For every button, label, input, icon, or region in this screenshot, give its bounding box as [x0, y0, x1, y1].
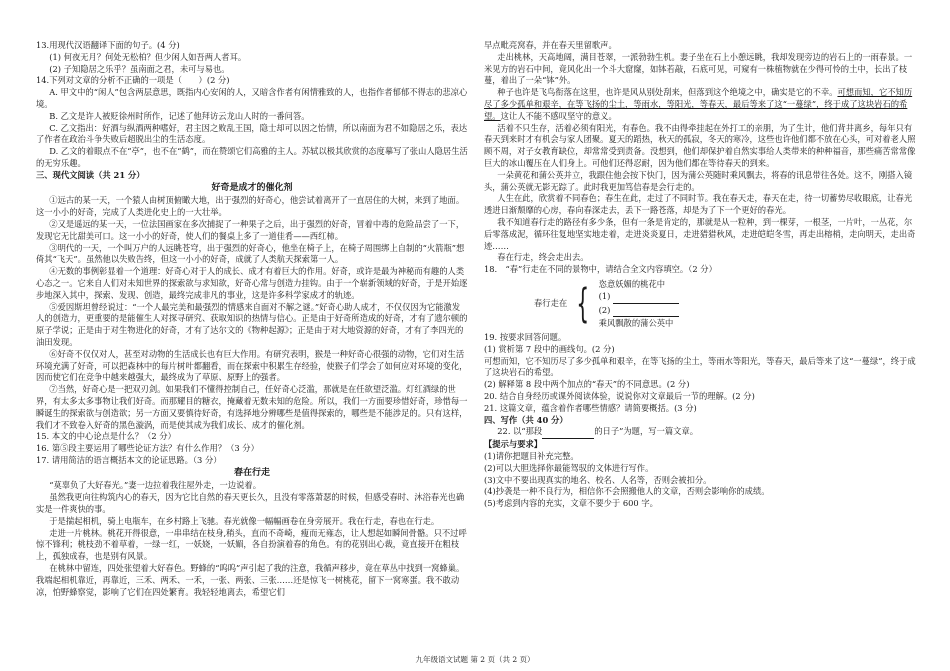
article-2-paragraph: 于是揣起相机，骑上电瓶车，在乡村路上飞驰。春光就像一幅幅画卷在身旁展开。我在行走，春也在行走。: [49, 515, 440, 526]
question-21: 21. 这篇文章，蕴含着作者哪些情感？请简要概括。(3 分): [484, 402, 697, 413]
question-17: 17. 请用简洁的语言概括本文的论证思路。（3 分）: [36, 454, 222, 465]
requirement-item: (3)文中不要出现真实的地名、校名、人名等，否则会被扣分。: [484, 474, 712, 485]
option-d: D. 乙文的着眼点不在“亭”，也不在“鹤”，而在赞颂它们高雅的主人。苏轼以极其欣赏的态度摹写了张山人隐居生活的无穷乐趣。: [36, 146, 468, 168]
requirement-item: (4)抄袭是一种不良行为，相信你不会照搬他人的文章，否则会影响你的成绩。: [484, 486, 770, 497]
answer-blank[interactable]: [613, 304, 679, 318]
question-19-quote: 可想而知，它不知历尽了多少孤单和艰辛，在等飞扬的尘土，等雨水等阳光，等春天，最后等来了这“一蔓绿”，终于成了这块岩石的希望。: [484, 355, 916, 378]
structure-items: [599, 278, 679, 330]
structure-label: 春行走在: [534, 298, 568, 309]
article-1-paragraph: ④无数的事例彰显着一个道理：好奇心对于人的成长、成才有着巨大的作用。好奇，或许是最为神秘而有趣的人类心态之一。它来自人们对未知世界的探索欲与求知欲，好奇心常与创造力挂钩。由于一个崭新领域的好奇，于是开始逐步地深入其中，探索、发现、创造，最终完成非凡的事业，这是许多科学家成才的轨迹。: [36, 266, 468, 300]
option-a: A. 甲文中的“闲人”包含两层意思，既指内心安闲的人，又暗含作者有闲情雅致的人，也指作者郁郁不得志的悲凉心境。: [36, 87, 468, 109]
article-2-paragraph: 在桃林中留连，四处张望着大好春色。野蜂的“呜呜”声引起了我的注意，我循声移步，竟在草丛中找到一窝蜂巢。我端起相机靠近，再靠近，三禾、两禾、一禾，一张、两张、三张……还是惊飞一树桃花，留下一窝寒蛋。我不敢动凉，怕野蜂察觉，影响了它们在四处繁育。我轻轻地离去，希望它们: [36, 563, 465, 597]
structure-diagram: [534, 278, 916, 330]
article-2-paragraph: 走出桃林，天高地阔，满目苍翠，一派勃勃生机。妻子坐在石上小憩远眺，我却发现旁边的岩石上的一雨春景。一米见方的岩石中间，竟风化出一个斗大窟窿，如钵若敲，石底可见，可窥有一株植物就在少得可怜的土中，长出了枝蔓，着出了一朵“钵”外。: [484, 51, 913, 86]
question-18: 18. “春”行走在不同的景物中，请结合全文内容填空。（2 分）: [484, 264, 717, 275]
question-16: 16. 第⑤段主要运用了哪些论证方法？有什么作用？（3 分）: [36, 443, 259, 454]
question-14: 14.下列对文章的分析不正确的一项是（ ）(2 分): [36, 75, 230, 86]
article-2-paragraph: 活着不只生存，活着必须有阳光，有春色。我不由得牵挂起在外打工的亲朋，为了生计，他们背井离乡，每年只有春天到来时才有机会与家人团聚。夏天的蹈热，秋天的孤寂，冬天的寒冷，这些也许他们都不放在心头，可对着老人照顾不周，对子女教育缺位，却常常受到责备。没想到，他们却保护着自然实事给人类带来的种种福音，那些痛苦常常像巨大的冰山覆压在人们身上。可他们还得忍耐，因为他们都在等待春天的到来。: [484, 122, 916, 168]
section-3-heading: 三、现代文阅读（共 21 分）: [36, 169, 145, 180]
article-2-paragraph: 我不知道春行走的路径有多少条，但有一条是肯定的，那就是从一粒种，到一棵芽，一根茎，一片叶，一丛花，尔后零落成泥，循环往复地坚实地走着，走进炎炎夏日，走进猎猎秋风，走进皑皑冬雪，再走出榕梢，走向明天，走出奇迹……: [484, 216, 916, 251]
article-1-paragraph: ③明代的一天，一个叫万户的人远眺苍穹，出于强烈的好奇心，他坐在椅子上，在椅子周围绑上自制的“火箭瓶”想倚其“飞天”。虽然他以失败告终，但这一小小的好奇，成就了人类航天探索第一人。: [36, 242, 465, 265]
question-19: 19. 按要求回答问题。: [484, 331, 567, 342]
article-1-paragraph: ⑦当然，好奇心是一把双刃剑。如果我们不懂得控制自己，任好奇心泛滥，那就是在任欲望泛滥。灯红酒绿的世界，有太多太多事物让我们好奇。而那耀目的糖衣，掩藏着无数未知的危险。所以，我们一方面要珍惜好奇，珍惜每一瞬诞生的探索欲与创造欲；另一方面又要慎待好奇，有选择地分辨哪些是值得探索的，哪些是不能涉足的。只有这样，我们才不致卷入好奇的黑色漩涡，而是使其成为我们成长、成才的催化剂。: [36, 384, 468, 430]
article-2-paragraph: “莫辜负了大好春光。”妻一边拉着我往屋外走，一边说着。: [49, 480, 262, 491]
question-19-2: (2) 解释第 8 段中两个加点的“春天”的不同意思。(2 分): [484, 379, 690, 390]
requirement-item: (1)请你把题目补充完整。: [484, 450, 579, 461]
right-column: [484, 40, 916, 510]
article-1-title: 好奇是成才的催化剂: [211, 182, 293, 193]
article-1-paragraph: ⑤爱因斯坦曾经说过：“一个人最完美和最强烈的情感来自面对不解之谜。”好奇心助人成才，不仅仅因为它能激发人的创造力，更重要的是能催生人对探寻研究、获取知识的热情与信心。正是由于好奇所造成的好奇，才有了遗尔顿的原子学说；正是由于对生物进化的好奇，才有了达尔文的《物种起源》；正是由于对大地资源的好奇，才有了李四光的油田发现。: [36, 301, 468, 347]
underlined-sentence: 可想而知，它不知历尽了多少孤单和艰辛，在等飞扬的尘土，等雨水，等阳光，等春天，最后等来了这“一蔓绿”，终于成了这块岩石的希望。: [484, 87, 913, 121]
article-2-paragraph: 早点毗亮窝春，并在春天里留歌声。: [484, 40, 617, 50]
question-22: 22. 以“那段 的日子”为题，写一篇文章。: [484, 426, 916, 439]
question-13: 13.用现代汉语翻译下面的句子。(4 分): [36, 40, 180, 50]
article-2-paragraph-7: 种子也许是飞鸟衔落在这里，也许是风从别处刮来，但落到这个绝境之中，确实是它的不幸。可想而知，它不知历尽了多少孤单和艰辛，在等飞扬的尘土，等雨水，等阳光，等春天，最后等来了这“一蔓绿”，终于成了这块岩石的希望。这让人不能不感叹坚守的意义。: [484, 87, 913, 121]
section-4-heading: 四、写作（共 40 分）: [484, 414, 568, 425]
structure-item[interactable]: (1): [599, 290, 679, 304]
brace-icon: {: [576, 280, 590, 327]
answer-blank[interactable]: [613, 290, 679, 304]
requirements-title: 【提示与要求】: [484, 439, 543, 450]
question-15: 15. 本文的中心论点是什么？（2 分）: [36, 431, 176, 442]
article-1-paragraph: ②又是遥远的某一天，一位法国画家在多次捕捉了一种果子之后，出于强烈的好奇，冒着中毒的危险品尝了一下，发现它无比甜美可口。这一小小的好奇，使人们的餐桌上多了一道佳肴——西红柿。: [36, 218, 465, 241]
question-20: 20. 结合自身经历或课外阅读体验，说说你对文章最后一节的理解。(2 分): [484, 390, 755, 401]
structure-item[interactable]: (2): [599, 304, 679, 318]
left-column: [36, 40, 468, 598]
question-13-1: (1) 何夜无月？何处无松柏？但少闲人如吾两人者耳。: [49, 51, 247, 62]
structure-item: 乘风飘散的蒲公英中: [598, 318, 674, 329]
article-2-paragraph: 春在行走，终会走出去。: [497, 252, 589, 263]
article-2-paragraph: 虽然我更向往构筑内心的春天，因为它比自然的春天更长久，且没有零落萧瑟的时候，但感受春时、沐浴春光也确实是一件爽快的事。: [36, 492, 465, 515]
article-2-paragraph: 走进一片桃林。桃花开得很意，一串串结在枝身,稍头，直而不奇崎，瘦而无雍态，让人想起如瞬间骨骼。只不过呼惊不锋利；桃枝劲不着草着，一绿一红，一妖娆，一妖媚，各自扮演着春的角色。有的花别出心裁，竟直接开在粗枝上，孤独成春，也是别有风景。: [36, 527, 467, 562]
requirement-item: (2)可以大胆选择你最能驾驭的文体进行写作。: [484, 462, 654, 473]
question-19-1: (1) 赏析第 7 段中的画线句。(2 分): [484, 343, 615, 354]
article-2-paragraph: 人生在此，欣赏着不同春色；春生在此，走过了不同时节。我在春天走，春天在走，待一切蓄势尽收眼底，让春光透进日渐颓靡的心房，春向春深走去，丢下一路苍落，却是为了下一个更好的春光。: [484, 193, 913, 216]
option-c: C. 乙文指出：好酒与纵酒两种嗜好，君主因之败乱王国，隐士却可以因之怡情，所以南面为君不如隐居之乐，表达了作者在政治斗争失败后超脱出尘的生活态度。: [36, 122, 468, 145]
page-footer: 九年级语文试题 第 2 页（共 2 页）: [415, 655, 535, 664]
article-1-paragraph: ⑥好奇不仅仅对人，甚至对动物的生活成长也有巨大作用。有研究表明，猴是一种好奇心很强的动物，它们对生活环境充满了好奇，可以把森林中的每片树叶都翻看，而在探索中积累生存经验，使猴子们学会了如何应对环境的变化，因而使它们在竞争中越来越强大，最终成为了草原、原野上的强者。: [36, 348, 468, 383]
title-blank[interactable]: [542, 426, 594, 439]
article-2-paragraph: 一朵黄花和蒲公英并立，我跟住他会按下快门，因为蒲公英随时乘风飘去，将春的讯息带往各处。这不，刚搭入镜头，蒲公英就无影无踪了。此时我更加笃信春是会行走的。: [484, 169, 913, 192]
article-1-paragraph: ①远古的某一天，一个猿人由树顶俯瞰大地，出于强烈的好奇心，他尝试着离开了一直居住的大树，来到了地面。这一小小的好奇，完成了人类进化史上的一大壮举。: [36, 195, 465, 218]
article-2-title: 春在行走: [233, 467, 270, 478]
question-13-2: (2) 子知隐居之乐乎？虽南面之君，未可与易也。: [49, 63, 230, 74]
structure-item: 恣意妖媚的桃花中: [598, 278, 666, 289]
requirement-item: (5)考虑到内容的充实，文章不要少于 600 字。: [484, 498, 658, 509]
option-b: B. 乙文是许人被贬徐州时所作，记述了他拜访云龙山人时的一番问答。: [49, 110, 310, 121]
